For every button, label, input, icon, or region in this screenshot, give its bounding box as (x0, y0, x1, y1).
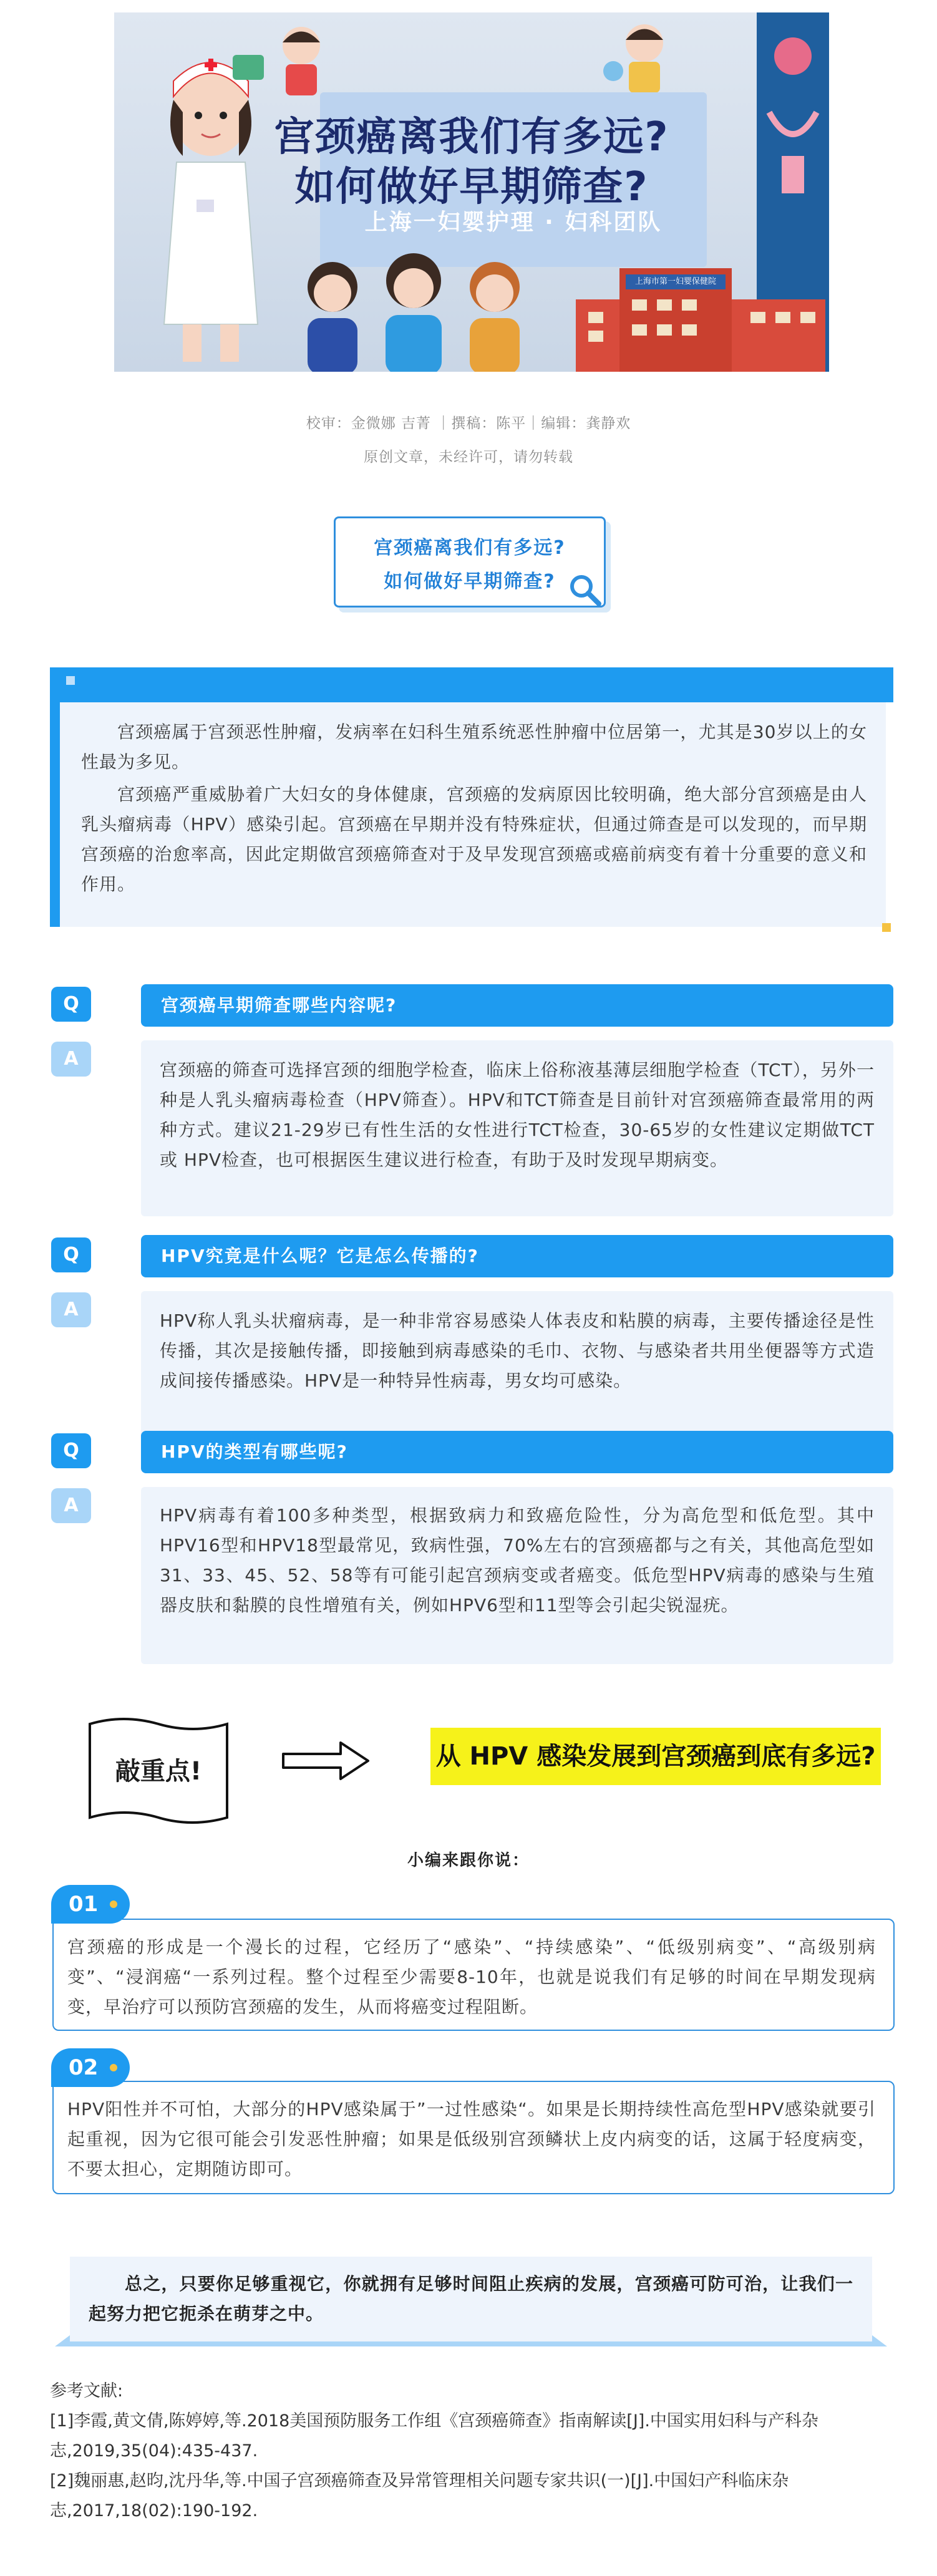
question-3: HPV的类型有哪些呢? (141, 1431, 893, 1473)
mother-baby-illustration (595, 15, 701, 96)
question-badge: Q (51, 987, 91, 1022)
point-1-number (51, 1885, 130, 1924)
answer-3-box (141, 1487, 893, 1664)
answer-badge: A (51, 1488, 91, 1523)
intro-left-border (50, 702, 60, 927)
hospital-sign: 上海市第一妇婴保健院 (634, 277, 716, 286)
question-2: HPV究竟是什么呢？它是怎么传播的? (141, 1235, 893, 1277)
summary-text: 总之，只要你足够重视它，你就拥有足够时间阻止疾病的发展，宫颈癌可防可治，让我们一起努力把它扼杀在萌芽之中。 (89, 2273, 853, 2324)
question-badge: Q (51, 1433, 91, 1468)
dot-decoration (110, 2064, 117, 2071)
intro-square-decoration (66, 676, 75, 685)
answer-1: 宫颈癌的筛查可选择宫颈的细胞学检查，临床上俗称液基薄层细胞学检查（TCT），另外一种是人乳头瘤病毒检查（HPV筛查）。HPV和TCT筛查是目前针对宫颈癌筛查最常用的两种方式。建议21-29岁已有性生活的女性进行TCT检查，30-65岁的女性建议定期做TCT或 HPV检查，也可根据医生建议进行检查，有助于及时发现早期病变。 (160, 1060, 875, 1170)
credit-line: 校审：金微娜 吉菁 ｜撰稿：陈平｜编辑：龚静欢 (306, 415, 631, 432)
highlight-headline-box (430, 1728, 881, 1785)
reference-item: [2]魏丽惠,赵昀,沈丹华,等.中国子宫颈癌筛查及异常管理相关问题专家共识(一)[J].中国妇产科临床杂志,2017,18(02):190-192. (50, 2471, 789, 2520)
answer-3: HPV病毒有着100多种类型，根据致病力和致癌危险性，分为高危型和低危型。其中HPV16型和HPV18型最常见，致病性强，70%左右的宫颈癌都与之有关，其他高危型如31、33、45、52、58等有可能引起宫颈病变或者癌变。低危型HPV病毒的感染与生殖器皮肤和黏膜的良性增殖有关，例如HPV6型和11型等会引起尖锐湿疣。 (160, 1505, 875, 1615)
banner-subtitle: 上海一妇婴护理 · 妇科团队 (364, 210, 663, 235)
answer-badge: A (51, 1042, 91, 1077)
ribbon-notch-left (55, 2335, 70, 2346)
arrow-right-icon (281, 1739, 372, 1783)
point-number: 02 (69, 2055, 99, 2080)
stress-label: 敲重点! (115, 1757, 202, 1786)
summary-box (70, 2257, 872, 2341)
banner-title-line1: 宫颈癌离我们有多远? (274, 114, 669, 160)
question-1: 宫颈癌早期筛查哪些内容呢? (141, 984, 893, 1027)
point-1-text: 宫颈癌的形成是一个漫长的过程，它经历了“感染”、“持续感染”、“低级别病变”、“高级别病变”、“浸润癌“一系列过程。整个过程至少需要8-10年，也就是说我们有足够的时间在早期发现病变，早治疗可以预防宫颈癌的发生，从而将癌变过程阻断。 (67, 1937, 876, 2017)
point-2-text: HPV阳性并不可怕，大部分的HPV感染属于”一过性感染“。如果是长期持续性高危型HPV感染就要引起重视，因为它很可能会引发恶性肿瘤；如果是低级别宫颈鳞状上皮内病变的话，这属于轻度病变，不要太担心，定期随访即可。 (67, 2099, 876, 2179)
intro-header-bar (50, 667, 893, 702)
point-1-box (52, 1919, 895, 2031)
header-banner (114, 12, 829, 372)
editor-says-title: 小编来跟你说： (407, 1851, 530, 1870)
intro-paragraph-2: 宫颈癌严重威胁着广大妇女的身体健康，宫颈癌的发病原因比较明确，绝大部分宫颈癌是由人乳头瘤病毒（HPV）感染引起。宫颈癌在早期并没有特殊症状，但通过筛查是可以发现的，而早期宫颈癌的治愈率高，因此定期做宫颈癌筛查对于及早发现宫颈癌或癌前病变有着十分重要的意义和作用。 (81, 784, 867, 894)
answer-2: HPV称人乳头状瘤病毒，是一种非常容易感染人体表皮和粘膜的病毒，主要传播途径是性传播，其次是接触传播，即接触到病毒感染的毛巾、衣物、与感染者共用坐便器等方式造成间接传播感染。HPV是一种特异性病毒，男女均可感染。 (160, 1310, 875, 1391)
point-2-number (51, 2048, 130, 2087)
cleaning-woman-illustration (226, 17, 351, 99)
title-card-line2: 如何做好早期筛查? (384, 571, 556, 593)
answer-badge: A (51, 1292, 91, 1327)
stress-note (86, 1717, 231, 1826)
references (50, 2376, 893, 2526)
question-badge: Q (51, 1237, 91, 1272)
banner-title-line2: 如何做好早期筛查? (294, 164, 649, 210)
copyright-note: 原创文章，未经许可，请勿转载 (364, 449, 573, 465)
magnifier-icon (568, 573, 603, 608)
answer-2-box (141, 1291, 893, 1437)
dot-decoration (110, 1901, 117, 1908)
women-group-illustration (270, 249, 582, 372)
intro-corner-decoration (882, 923, 891, 932)
highlight-headline: 从 HPV 感染发展到宫颈癌到底有多远? (435, 1742, 876, 1771)
reference-item: [1]李霞,黄文倩,陈婷婷,等.2018美国预防服务工作组《宫颈癌筛查》指南解读[J].中国实用妇科与产科杂志,2019,35(04):435-437. (50, 2411, 818, 2461)
point-2-box (52, 2081, 895, 2194)
point-number: 01 (69, 1892, 99, 1917)
ribbon-notch-right (872, 2335, 887, 2346)
title-card-line1: 宫颈癌离我们有多远? (374, 537, 566, 559)
intro-paragraph-1: 宫颈癌属于宫颈恶性肿瘤，发病率在妇科生殖系统恶性肿瘤中位居第一，尤其是30岁以上的女性最为多见。 (81, 722, 867, 772)
intro-box (60, 702, 886, 927)
title-card (334, 516, 606, 608)
answer-1-box (141, 1040, 893, 1216)
references-title: 参考文献: (50, 2381, 124, 2401)
